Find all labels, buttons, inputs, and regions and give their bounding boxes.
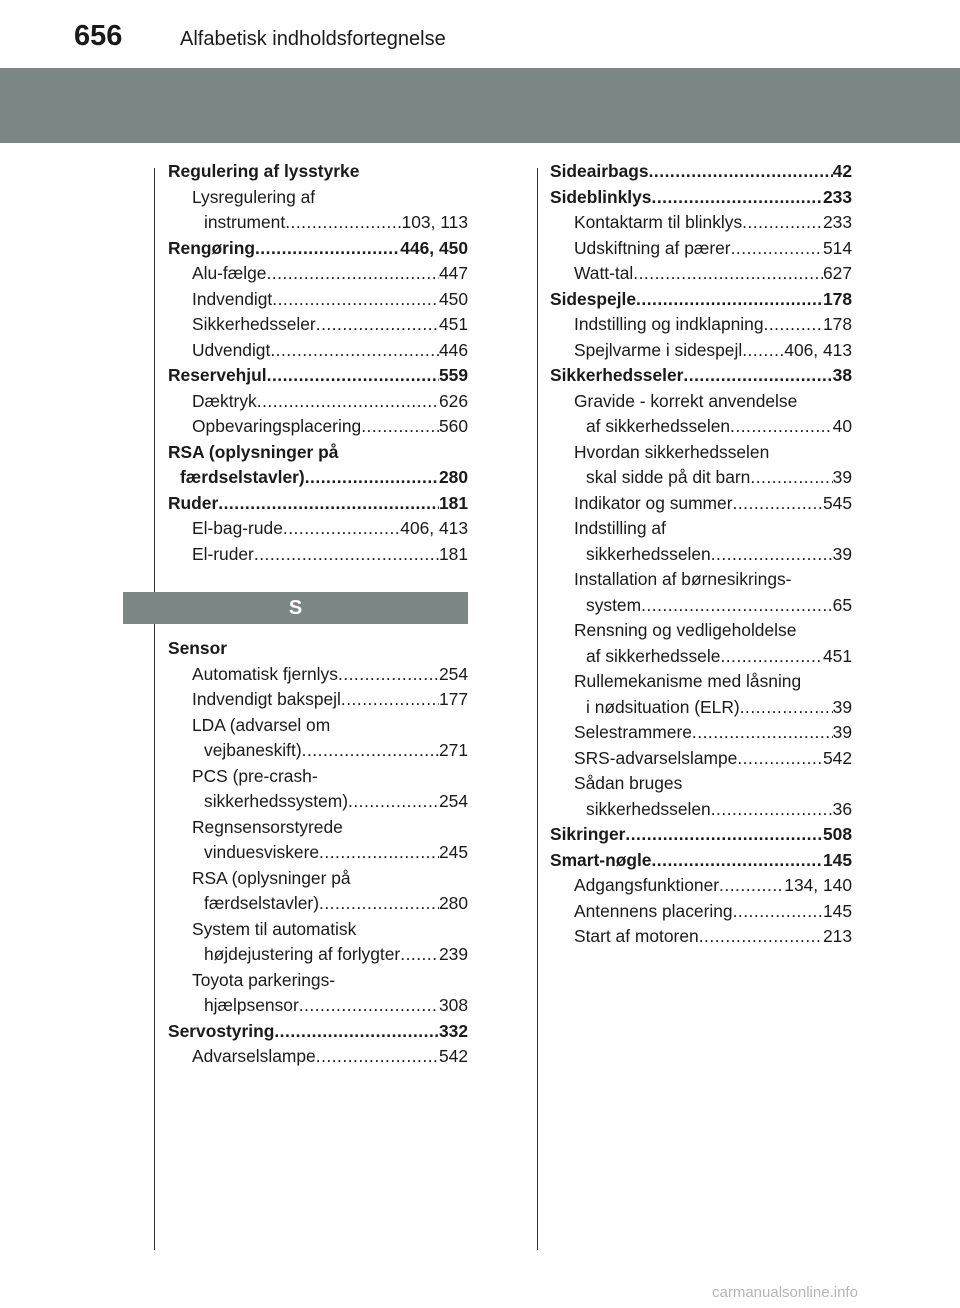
index-entry-label: Servostyring <box>168 1020 275 1041</box>
dot-leader <box>740 697 833 718</box>
page-reference: 145 <box>822 900 852 921</box>
index-entry <box>550 161 852 187</box>
index-entry <box>168 289 468 315</box>
index-entry <box>550 646 852 672</box>
index-entry <box>168 664 468 690</box>
index-entry-label: af sikkerhedsselen <box>586 416 731 436</box>
dot-leader <box>649 161 833 182</box>
page-reference: 308 <box>438 995 468 1015</box>
dot-leader <box>272 289 439 310</box>
page-number: 656 <box>74 20 123 52</box>
page-reference: 233 <box>822 212 852 232</box>
dot-leader <box>719 875 784 896</box>
page-reference: 406, 413 <box>784 339 852 360</box>
index-entry <box>168 340 468 366</box>
index-entry-label: Reservehjul <box>168 365 267 385</box>
index-entries-right <box>550 161 852 952</box>
index-entry-label: Adgangsfunktioner <box>574 875 720 895</box>
page-reference: 181 <box>438 492 468 513</box>
dot-leader <box>720 646 823 667</box>
index-entry <box>168 314 468 340</box>
dot-leader <box>348 791 439 812</box>
index-entry-label: Gravide - korrekt anvendelse <box>574 390 798 411</box>
index-entry-label: RSA (oplysninger på <box>168 441 339 462</box>
index-entry-label: færdselstavler) <box>180 467 305 487</box>
index-entry-label: i nødsituation (ELR) <box>586 696 740 717</box>
dot-leader <box>270 340 439 361</box>
index-entry-label: RSA (oplysninger på <box>192 867 351 888</box>
index-entry-label: Sensor <box>168 638 227 658</box>
index-entry-label: Hvordan sikkerhedsselen <box>574 441 770 462</box>
index-entries-section-s <box>168 638 468 1072</box>
page-reference: 177 <box>438 689 468 709</box>
index-entry <box>168 893 468 919</box>
page-reference: 446, 450 <box>400 237 468 258</box>
dot-leader <box>319 842 439 863</box>
index-entry <box>168 442 468 468</box>
index-entry-label: Kontaktarm til blinklys <box>574 212 743 232</box>
page-reference: 280 <box>438 893 468 913</box>
watermark-text: carmanualsonline.info <box>712 1284 858 1301</box>
column-divider-right <box>537 168 538 1250</box>
index-entry <box>550 875 852 901</box>
index-column-right <box>550 161 852 952</box>
index-entry <box>168 868 468 894</box>
dot-leader <box>731 238 823 259</box>
index-entry-label: Dæktryk <box>192 390 257 411</box>
page-reference: 508 <box>822 824 852 844</box>
index-entry <box>550 697 852 723</box>
index-entry-label: Indikator og summer <box>574 492 733 513</box>
index-entry-label: Selestrammere <box>574 722 692 742</box>
page-reference: 181 <box>438 543 468 564</box>
index-entries-before-section <box>168 161 468 569</box>
index-entry <box>168 817 468 843</box>
page-reference: 542 <box>438 1046 468 1066</box>
index-entry-label: Rensning og vedligeholdelse <box>574 620 797 640</box>
page-reference: 560 <box>438 416 468 436</box>
dot-leader <box>338 664 439 685</box>
header-banner <box>0 68 960 143</box>
dot-leader <box>636 289 823 310</box>
index-entry <box>168 187 468 213</box>
index-entry <box>168 467 468 493</box>
page-reference: 65 <box>832 594 852 615</box>
page-reference: 542 <box>822 747 852 768</box>
page-reference: 39 <box>832 467 852 487</box>
dot-leader <box>283 518 400 539</box>
index-entry-label: hjælpsensor <box>204 995 299 1015</box>
index-entry <box>550 340 852 366</box>
index-entry-label: Installation af børnesikrings- <box>574 569 792 589</box>
page-reference: 233 <box>822 186 852 207</box>
index-entry-label: Watt-tal <box>574 263 634 283</box>
index-entry <box>550 824 852 850</box>
index-entry <box>550 263 852 289</box>
index-entry <box>550 926 852 952</box>
index-entry-label: Indstilling og indklapning <box>574 314 764 334</box>
index-entry-label: sikkerhedsselen <box>586 543 711 564</box>
index-entry-label: Sådan bruges <box>574 773 683 793</box>
index-entry-label: sikkerhedssystem) <box>204 791 348 811</box>
index-entry <box>550 187 852 213</box>
index-entry <box>550 620 852 646</box>
page-reference: 446 <box>438 339 468 360</box>
index-entry-label: System til automatisk <box>192 918 357 939</box>
index-entry-label: højdejustering af forlygter <box>204 944 401 964</box>
page-reference: 451 <box>438 314 468 334</box>
index-entry <box>550 467 852 493</box>
page-reference: 545 <box>822 492 852 513</box>
page-reference: 178 <box>822 288 852 309</box>
dot-leader <box>341 689 439 710</box>
page-reference: 627 <box>822 263 852 283</box>
index-entry <box>168 263 468 289</box>
dot-leader <box>625 824 823 845</box>
index-entry-label: Sikkerhedsseler <box>192 314 316 334</box>
index-entry-label: Sikringer <box>550 824 626 844</box>
page-reference: 271 <box>438 740 468 760</box>
index-entry-label: SRS-advarselslampe <box>574 747 738 768</box>
dot-leader <box>733 493 823 514</box>
dot-leader <box>274 1021 439 1042</box>
index-entry-label: Indstilling af <box>574 518 666 538</box>
index-entry-label: Opbevaringsplacering <box>192 416 362 436</box>
index-entry-label: Rengøring <box>168 237 255 258</box>
index-entry-label: færdselstavler) <box>204 893 320 913</box>
index-entry <box>168 766 468 792</box>
section-letter: S <box>288 596 303 619</box>
dot-leader <box>750 467 832 488</box>
index-entry <box>168 740 468 766</box>
page-reference: 145 <box>822 849 852 870</box>
dot-leader <box>302 740 439 761</box>
index-entry <box>168 995 468 1021</box>
dot-leader <box>737 748 823 769</box>
dot-leader <box>683 365 832 386</box>
index-entry-label: Spejlvarme i sidespejl <box>574 339 743 360</box>
index-entry <box>550 850 852 876</box>
dot-leader <box>254 544 439 565</box>
index-entry <box>168 689 468 715</box>
dot-leader <box>299 995 439 1016</box>
index-entry <box>168 493 468 519</box>
index-entry <box>550 518 852 544</box>
dot-leader <box>742 212 823 233</box>
dot-leader <box>651 187 823 208</box>
page-header <box>0 0 960 68</box>
dot-leader <box>319 893 439 914</box>
index-entry-label: El-ruder <box>192 543 254 564</box>
page-reference: 103, 113 <box>401 212 468 232</box>
page-reference: 450 <box>438 288 468 309</box>
index-entry-label: Smart-nøgle <box>550 849 652 870</box>
page-reference: 40 <box>832 416 852 436</box>
index-entry <box>168 970 468 996</box>
index-entry-label: Regulering af lysstyrke <box>168 161 360 181</box>
page-reference: 626 <box>438 390 468 411</box>
dot-leader <box>692 722 833 743</box>
index-entry-label: sikkerhedsselen <box>586 798 711 819</box>
index-entry-label: instrument <box>204 212 286 232</box>
dot-leader <box>711 544 833 565</box>
index-entry-label: Rullemekanisme med låsning <box>574 671 802 691</box>
index-entry <box>168 1021 468 1047</box>
dot-leader <box>400 944 439 965</box>
dot-leader <box>742 340 784 361</box>
dot-leader <box>730 416 833 437</box>
index-entry <box>168 638 468 664</box>
index-entry-label: PCS (pre-crash- <box>192 765 318 786</box>
index-entry <box>550 544 852 570</box>
index-entry <box>168 919 468 945</box>
index-entry-label: Sideblinklys <box>550 186 652 207</box>
index-entry-label: Antennens placering <box>574 900 733 921</box>
page-reference: 332 <box>438 1020 468 1041</box>
index-entry-label: vinduesviskere <box>204 842 320 862</box>
index-entry-label: vejbaneskift) <box>204 740 302 760</box>
index-entry-label: Lysregulering af <box>192 186 316 207</box>
page-reference: 39 <box>832 722 852 742</box>
index-entry <box>168 365 468 391</box>
dot-leader <box>764 314 823 335</box>
index-entry <box>168 791 468 817</box>
index-entry <box>550 442 852 468</box>
page-reference: 39 <box>832 696 852 717</box>
index-entry-label: Regnsensorstyrede <box>192 816 343 837</box>
index-entry <box>168 212 468 238</box>
dot-leader <box>285 212 401 233</box>
dot-leader <box>257 391 439 412</box>
dot-leader <box>267 365 439 386</box>
index-column-left <box>168 161 468 1072</box>
index-entry <box>168 842 468 868</box>
index-entry-label: LDA (advarsel om <box>192 714 331 735</box>
page-reference: 213 <box>822 926 852 946</box>
index-entry <box>168 161 468 187</box>
index-entry <box>550 799 852 825</box>
dot-leader <box>218 493 439 514</box>
index-entry-label: Udskiftning af pærer <box>574 237 731 258</box>
index-entry <box>168 1046 468 1072</box>
index-entry <box>550 671 852 697</box>
section-header-s <box>123 592 468 624</box>
index-entry <box>550 212 852 238</box>
dot-leader <box>641 595 833 616</box>
index-entry-label: Advarselslampe <box>192 1046 316 1066</box>
index-entry-label: af sikkerhedssele <box>586 645 721 666</box>
index-entry <box>168 518 468 544</box>
index-entry-label: Alu-fælge <box>192 263 267 283</box>
index-entry <box>168 238 468 264</box>
index-entry <box>550 595 852 621</box>
index-entry-label: Indvendigt <box>192 288 273 309</box>
index-entry-label: skal sidde på dit barn <box>586 467 751 487</box>
page-reference: 559 <box>438 365 468 385</box>
page-reference: 36 <box>832 798 852 819</box>
dot-leader <box>651 850 823 871</box>
index-entry <box>550 773 852 799</box>
page-reference: 134, 140 <box>784 875 852 895</box>
page-reference: 254 <box>438 791 468 811</box>
index-entry-label: Start af motoren <box>574 926 699 946</box>
index-entry-label: Indvendigt bakspejl <box>192 689 341 709</box>
index-entry-label: Sikkerhedsseler <box>550 365 684 385</box>
index-entry-label: Sideairbags <box>550 161 649 181</box>
index-entry-label: Toyota parkerings- <box>192 969 336 990</box>
index-entry-label: Ruder <box>168 492 219 513</box>
index-entry <box>168 944 468 970</box>
page-reference: 178 <box>822 314 852 334</box>
dot-leader <box>361 416 439 437</box>
index-entry-label: system <box>586 594 642 615</box>
dot-leader <box>733 901 823 922</box>
page-reference: 39 <box>832 543 852 564</box>
page-reference: 38 <box>832 365 852 385</box>
index-entry <box>550 901 852 927</box>
index-entry <box>550 238 852 264</box>
page-reference: 406, 413 <box>400 518 468 538</box>
dot-leader <box>699 926 823 947</box>
index-entry-label: El-bag-rude <box>192 518 283 538</box>
dot-leader <box>711 799 833 820</box>
dot-leader <box>316 314 439 335</box>
index-entry <box>550 493 852 519</box>
index-entry <box>550 748 852 774</box>
page-reference: 280 <box>438 467 468 487</box>
index-entry <box>550 289 852 315</box>
dot-leader <box>633 263 823 284</box>
dot-leader <box>305 467 439 488</box>
index-entry <box>550 314 852 340</box>
index-entry <box>550 569 852 595</box>
page-reference: 254 <box>438 663 468 684</box>
page-reference: 42 <box>832 161 852 181</box>
dot-leader <box>316 1046 439 1067</box>
index-entry <box>550 722 852 748</box>
page-reference: 451 <box>822 645 852 666</box>
page-reference: 514 <box>822 237 852 258</box>
index-entry <box>550 365 852 391</box>
index-entry <box>168 416 468 442</box>
dot-leader <box>255 238 400 259</box>
index-entry <box>550 416 852 442</box>
index-entry <box>168 544 468 570</box>
index-entry <box>550 391 852 417</box>
index-entry-label: Udvendigt <box>192 339 271 360</box>
index-entry-label: Automatisk fjernlys <box>192 663 338 684</box>
page-reference: 239 <box>438 944 468 964</box>
index-entry-label: Sidespejle <box>550 288 637 309</box>
page-title: Alfabetisk indholdsfortegnelse <box>180 28 446 50</box>
dot-leader <box>266 263 439 284</box>
page-reference: 245 <box>438 842 468 862</box>
index-entry <box>168 391 468 417</box>
page-reference: 447 <box>438 263 468 283</box>
column-divider-left <box>154 168 155 1250</box>
index-entry <box>168 715 468 741</box>
